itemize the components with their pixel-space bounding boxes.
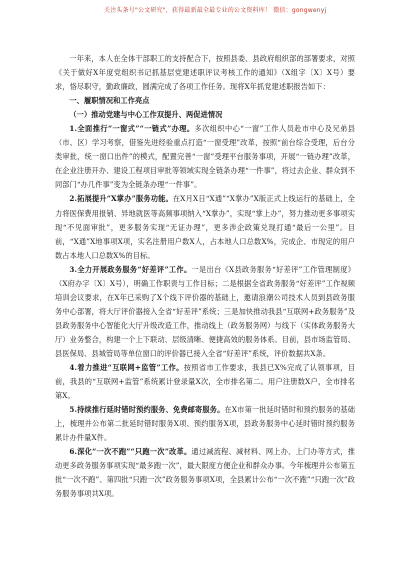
promo-banner: 关注头条号"公文研究"，获得最新最全最专业的公文资料库！ 微信：gongwenyj — [104, 7, 327, 14]
item-paragraph — [55, 263, 355, 361]
item-paragraph — [55, 361, 355, 403]
item-paragraph — [55, 445, 355, 501]
item-body: 多次组织中心“一窗”工作人员赴市中心及兄弟县（市、区）学习考察，借鉴先进经验重点打造“一窗受理”改革，按照“前台综合受理，后台分类审批，统一窗口出件”的模式，配置完善“一窗”受理平台服务事项，开展“一链办理”改革，在企业注册开办、建设工程项目审批等领域实现全链条办理“一件事”，将过去企业、群众到不同部门“办几件事”变为全链条办理“一件事”。 — [55, 124, 355, 190]
item-body: 通过减流程、减材料、网上办、上门办等方式，推动更多政务服务事项实现“最多跑一次”，最大限度方便企业和群众办事。今年梳理并公布第五批“一次不跑”、第四批“只跑一次”政务服务事项X项，全县累计公布“一次不跑”“只跑一次”政务服务事项共X项。 — [55, 447, 355, 499]
item-title: 6.深化“一次不跑”“只跑一次”改革。 — [69, 447, 192, 457]
item-title: 3.全力开展政务服务“好差评”工作。 — [69, 264, 192, 274]
section-heading: 一、履职情况和工作亮点 — [69, 96, 150, 106]
item-paragraph — [55, 122, 355, 192]
report-body — [55, 52, 355, 502]
item-title: 5.持续推行延时错时预约服务、免费邮寄服务。 — [69, 405, 225, 415]
item-body: 在X市第一批延时错时和预约服务的基础上，梳理并公布第二批延时错时服务X项、预约服务X项，县政务服务中心延时错时预约服务累计办件量X件。 — [55, 405, 355, 443]
item-title: 4.着力推进“互联网+监管”工作。 — [69, 363, 184, 373]
item-body: 在X月X日“X通”“X掌办”X版正式上线运行的基础上，全力将医保费用报销、异地就医等高频事项纳入“X掌办”，实现“掌上办”，努力推动更多事项实现“不见面审批”，更多服务实现“无证办理”，更多涉企政策兑现打通“最后一公里”。目前，“X通”X地事项X项，实名注册用户数X人，占本地人口总数X%，完成企、市现定的用户数占本地人口总数X%的目标。 — [55, 194, 356, 260]
item-title: 1.全面推行“一窗式”“一链式”办理。 — [69, 124, 195, 134]
item-paragraph — [55, 192, 355, 262]
subsection-heading: （一）推动党建与中心工作双提升、两促进情况 — [69, 110, 223, 120]
item-title: 2.拓展提升“X掌办”服务功能。 — [69, 194, 173, 204]
intro-paragraph: 一年来，本人在全体干部职工的支持配合下，按照县委、县政府组织部的部署要求，对照《关于做好X年度党组织书记抓基层党建述职评议考核工作的通知》（X组字〔X〕X号）要求，恪尽职守，勤政廉政，圆满完成了各项工作任务。现将X年抓党建述职报告如下： — [55, 54, 355, 92]
item-paragraph — [55, 403, 355, 445]
item-body: 按照省市工作要求，我县已X%完成了认领事项，目前，我县的“互联网+监管”系统累计登录量X次，全市排名第二。用户注册数X户，全市排名第X。 — [55, 363, 356, 401]
item-body: 一是出台《X县政务服务“好差评”工作管理制度》（X府办字〔X〕X号），明确工作职责与工作目标；二是根据全省政务服务“好差评”工作视频培训会议要求，在X年已采购了X个线下评价器的基础上，邀请浪潮公司技术人员到县政务服务中心部署，将大厅评价器接入全省“好差评”系统；三是加快推动我县“互联网+政务服务”及县政务服务中心智能化大厅升级改造工作，推动线上（政务服务网）与线下（实体政务服务大厅）业务整合，构建一个上下联动、层级清晰、便捷高效的服务体系。目前，县市场监管局、县医保局、县城管局等单位窗口的评价器已接入全省“好差评”系统，评价数据共X条。 — [55, 264, 355, 358]
